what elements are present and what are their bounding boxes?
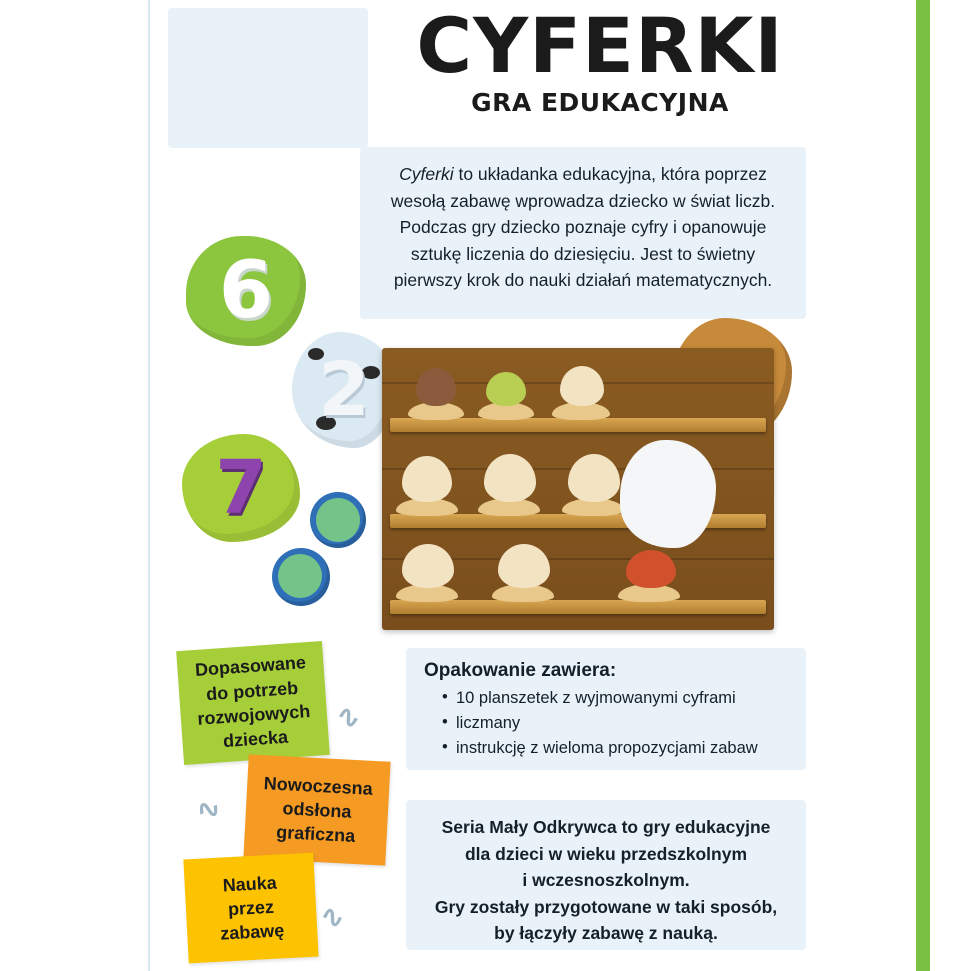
feature-line: odsłona <box>282 798 352 822</box>
game-board-photo <box>382 348 774 630</box>
feature-card-learning <box>183 853 318 964</box>
page-subtitle: GRA EDUKACYJNA <box>471 88 729 118</box>
list-item: • instrukcję z wieloma propozycjami zabaw <box>442 736 796 761</box>
feature-card-text <box>261 771 374 849</box>
contents-list <box>406 686 806 761</box>
feature-line: do potrzeb <box>205 677 299 704</box>
feature-card-text <box>217 870 285 946</box>
puzzle-tile-6 <box>186 236 306 346</box>
feature-line: zabawę <box>219 920 285 944</box>
intro-paragraph <box>360 147 806 294</box>
squiggle-decoration-icon: ∿ <box>190 788 227 831</box>
board-bird-green <box>486 372 526 406</box>
tile-6-digit: 6 <box>218 246 274 336</box>
feature-line: Nowoczesna <box>263 772 374 799</box>
left-divider-rule <box>148 0 150 971</box>
board-bird <box>484 454 536 502</box>
board-bird-dark <box>416 368 456 406</box>
page-title: CYFERKI <box>416 1 784 90</box>
squiggle-decoration-icon: ∿ <box>316 897 349 938</box>
intro-panel <box>360 147 806 319</box>
series-line: dla dzieci w wieku przedszkolnym <box>464 843 748 864</box>
intro-lead: Cyferki <box>399 164 454 184</box>
counter-token <box>272 548 330 606</box>
board-tile-cutout <box>620 440 716 548</box>
package-contents-panel <box>406 648 806 770</box>
feature-line: Dopasowane <box>194 652 307 681</box>
contents-title: Opakowanie zawiera: <box>424 660 617 681</box>
feature-card-graphics <box>243 754 390 865</box>
feature-line: przez <box>227 896 275 920</box>
board-bird-red <box>626 550 676 588</box>
mascot-background <box>168 8 368 148</box>
token-mascot-face-icon <box>316 498 360 542</box>
list-item: • liczmany <box>442 711 796 736</box>
feature-line: rozwojowych <box>196 701 311 729</box>
series-info-panel <box>406 800 806 950</box>
list-item: • 10 planszetek z wyjmowanymi cyframi <box>442 686 796 711</box>
tile-7-digit: 7 <box>215 445 267 531</box>
board-shelf <box>390 600 766 614</box>
series-line: Gry zostały przygotowane w taki sposób, <box>434 896 778 917</box>
board-bird <box>568 454 620 502</box>
feature-line: dziecka <box>222 726 289 752</box>
board-shelf <box>390 418 766 432</box>
feature-card-development <box>176 641 330 765</box>
series-line: by łączyły zabawę z nauką. <box>494 923 718 944</box>
board-bird <box>402 456 452 502</box>
series-text <box>406 800 806 947</box>
series-line: i wczesnoszkolnym. <box>522 870 690 891</box>
mascot-illustration <box>168 8 368 148</box>
tile-2-digit: 2 <box>318 347 370 433</box>
board-bird <box>560 366 604 406</box>
green-accent-bar <box>916 0 930 971</box>
board-bird <box>402 544 454 588</box>
intro-body: to układanka edukacyjna, która poprzez wesołą zabawę wprowadza dziecko w świat liczb. Podczas gry dziecko poznaje cyfry i opanowuje sztukę liczenia do dziesięciu. Jest to świetny pierwszy krok do nauki działań matematycznych. <box>390 164 776 291</box>
series-line: Seria Mały Odkrywca to gry edukacyjne <box>441 817 771 837</box>
counter-token <box>310 492 366 548</box>
puzzle-tile-2 <box>292 332 396 448</box>
squiggle-decoration-icon: ∿ <box>331 696 366 739</box>
puzzle-tile-7 <box>182 434 300 542</box>
feature-line: Nauka <box>222 872 278 895</box>
right-margin <box>930 0 970 971</box>
feature-line: graficzna <box>275 822 356 847</box>
title-block <box>390 1 810 118</box>
board-bird <box>498 544 550 588</box>
token-mascot-face-icon <box>278 554 322 598</box>
feature-card-text <box>193 651 313 756</box>
